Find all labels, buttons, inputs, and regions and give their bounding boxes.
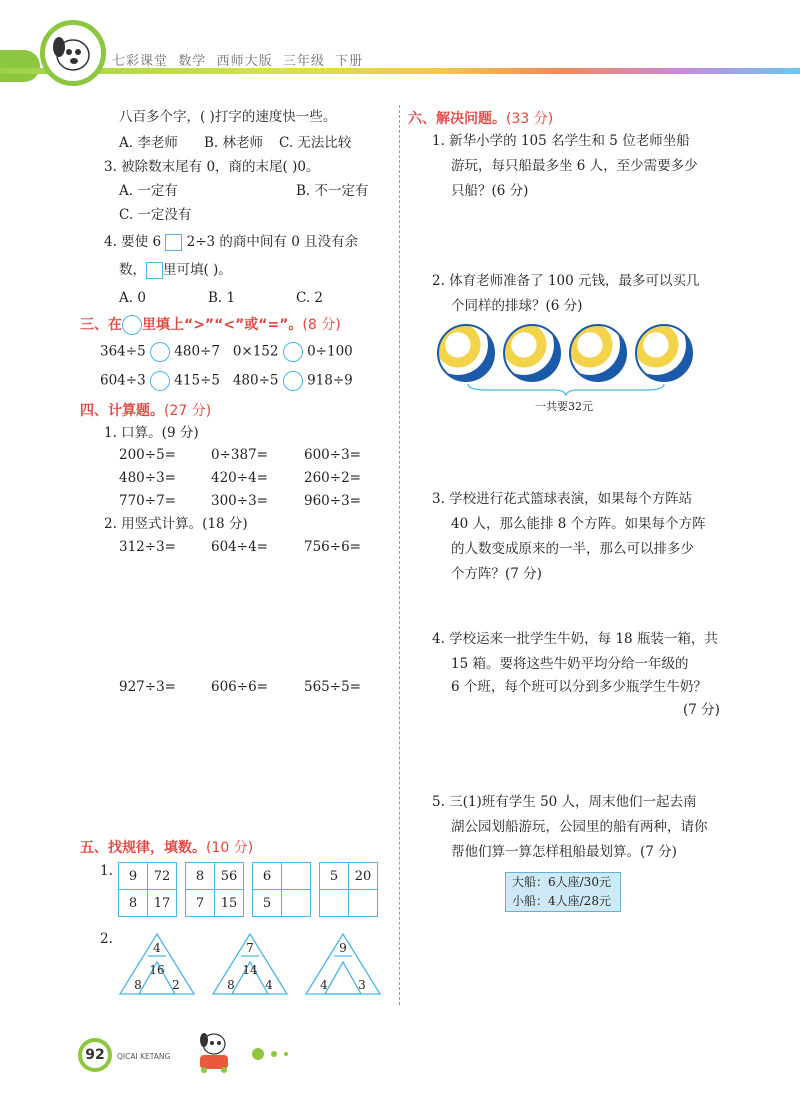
grid-cell: 15	[215, 890, 244, 917]
oral-problem: 300÷3=	[211, 493, 268, 509]
triangle-top: 7	[246, 941, 254, 955]
sec3-row1: 364÷5 480÷7 0×152 0÷100	[100, 342, 353, 362]
triangle-left: 8	[134, 978, 142, 992]
q4-line1: 4. 要使 6 2÷3 的商中间有 0 且没有余	[104, 234, 359, 250]
header-title: 七彩课堂 数学 西师大版 三年级 下册	[112, 54, 364, 69]
p4-points: (7 分)	[683, 702, 720, 718]
p4-line: 15 箱。要将这些牛奶平均分给一年级的	[451, 656, 689, 672]
q3-option-b: B. 不一定有	[296, 183, 369, 199]
compare-circle[interactable]	[150, 342, 170, 362]
decor-dot	[271, 1051, 277, 1057]
compare-circle[interactable]	[283, 342, 303, 362]
sec4-sub2: 2. 用竖式计算。(18 分)	[104, 516, 248, 532]
triangle-top: 4	[153, 941, 161, 955]
sec4-title: 四、计算题。(27 分)	[80, 403, 212, 419]
p5-line: 5. 三(1)班有学生 50 人，周末他们一起去南	[432, 794, 697, 810]
q2-option-b: B. 林老师	[204, 135, 264, 151]
p4-line: 4. 学校运来一批学生牛奶，每 18 瓶装一箱，共	[432, 631, 718, 647]
pattern-grid	[319, 862, 378, 917]
grid-cell: 56	[215, 863, 244, 890]
grid-cell: 17	[148, 890, 177, 917]
pattern-grid	[185, 862, 244, 917]
grid-cell: 7	[186, 890, 215, 917]
decor-dot	[252, 1048, 264, 1060]
vertical-problem: 927÷3=	[119, 679, 176, 695]
sec5-title: 五、找规律，填数。(10 分)	[80, 840, 254, 856]
grid-cell: 5	[253, 890, 282, 917]
triangle-mid: 16	[149, 963, 165, 977]
oral-problem: 260÷2=	[304, 470, 361, 486]
q2-tail-line: 八百多个字，( )打字的速度快一些。	[119, 109, 337, 125]
q3-question: 3. 被除数末尾有 0，商的末尾( )0。	[104, 159, 320, 175]
pattern-grid	[118, 862, 177, 917]
sec3-title-circle	[122, 315, 142, 335]
q4-blank-box[interactable]	[165, 234, 182, 251]
oral-problem: 600÷3=	[304, 447, 361, 463]
p2-line: 2. 体育老师准备了 100 元钱，最多可以买几	[432, 273, 700, 289]
mascot-dog-icon	[40, 20, 106, 86]
p3-line: 个方阵？(7 分)	[451, 566, 542, 582]
p1-line: 1. 新华小学的 105 名学生和 5 位老师坐船	[432, 133, 690, 149]
grid-blank-cell[interactable]	[282, 863, 311, 890]
q4-option-c: C. 2	[296, 290, 324, 306]
triangle-right: 3	[358, 978, 366, 992]
oral-problem: 770÷7=	[119, 493, 176, 509]
triangle-right: 4	[265, 978, 273, 992]
mascot-footer-icon	[192, 1028, 236, 1074]
p3-line: 3. 学校进行花式篮球表演，如果每个方阵站	[432, 491, 693, 507]
grid-cell: 9	[119, 863, 148, 890]
vertical-problem: 604÷4=	[211, 539, 268, 555]
sec3-title: 三、在 里填上“>”“<”或“=”。(8 分)	[80, 317, 341, 333]
q2-option-a: A. 李老师	[119, 135, 178, 151]
triangle-puzzles	[115, 932, 395, 998]
p1-line: 只船？(6 分)	[451, 183, 529, 199]
q4-line2: 数， 里可填( )。	[119, 262, 232, 278]
p5-line: 帮他们算一算怎样租船最划算。(7 分)	[451, 844, 677, 860]
triangle-right: 2	[172, 978, 180, 992]
p3-line: 的人数变成原来的一半，那么可以排多少	[451, 541, 694, 557]
vertical-problem: 312÷3=	[119, 539, 176, 555]
sec5-q1-label: 1.	[100, 863, 113, 879]
triangle-mid: 14	[242, 963, 258, 977]
q4-option-a: A. 0	[119, 290, 146, 306]
compare-circle[interactable]	[150, 371, 170, 391]
q4-option-b: B. 1	[208, 290, 236, 306]
sec6-title: 六、解决问题。(33 分)	[408, 111, 554, 127]
sec3-row2: 604÷3 415÷5 480÷5 918÷9	[100, 371, 353, 391]
column-divider	[399, 105, 400, 1005]
vertical-problem: 756÷6=	[304, 539, 361, 555]
p5-line: 湖公园划船游玩，公园里的船有两种，请你	[451, 819, 708, 835]
grid-cell: 5	[320, 863, 349, 890]
boat-big-price: 大船：6人座/30元	[512, 875, 611, 889]
ball-total-caption: 一共要32元	[535, 400, 593, 413]
grid-cell: 6	[253, 863, 282, 890]
p4-line: 6 个班，每个班可以分到多少瓶学生牛奶？	[451, 679, 707, 695]
triangle-top: 9	[339, 941, 347, 955]
boat-small-price: 小船：4人座/28元	[512, 894, 611, 908]
sec5-q2-label: 2.	[100, 931, 113, 947]
decor-dot	[284, 1052, 288, 1056]
volleyball-icon	[569, 324, 627, 382]
p3-line: 40 人，那么能排 8 个方阵。如果每个方阵	[451, 516, 706, 532]
q3-option-a: A. 一定有	[119, 183, 178, 199]
volleyball-icon	[437, 324, 495, 382]
triangle-left: 4	[320, 978, 328, 992]
oral-problem: 200÷5=	[119, 447, 176, 463]
q3-option-c: C. 一定没有	[119, 207, 192, 223]
grid-cell: 72	[148, 863, 177, 890]
oral-problem: 960÷3=	[304, 493, 361, 509]
sec4-sub1: 1. 口算。(9 分)	[104, 425, 199, 441]
brace-icon	[466, 382, 666, 396]
oral-problem: 480÷3=	[119, 470, 176, 486]
grid-blank-cell[interactable]	[320, 890, 349, 917]
triangle-left: 8	[227, 978, 235, 992]
grid-blank-cell[interactable]	[282, 890, 311, 917]
grid-cell: 20	[349, 863, 378, 890]
page-number: 92	[78, 1038, 112, 1072]
compare-circle[interactable]	[283, 371, 303, 391]
grid-cell: 8	[119, 890, 148, 917]
grid-cell: 8	[186, 863, 215, 890]
oral-problem: 0÷387=	[211, 447, 268, 463]
p2-line: 个同样的排球？(6 分)	[451, 298, 583, 314]
header-green-tab	[0, 50, 40, 82]
footer-brand: QICAI KETANG	[117, 1052, 171, 1061]
grid-blank-cell[interactable]	[349, 890, 378, 917]
pattern-grid	[252, 862, 311, 917]
q4-blank-box-ref	[146, 262, 163, 279]
volleyball-icon	[503, 324, 561, 382]
boat-price-box	[505, 872, 621, 912]
q2-option-c: C. 无法比较	[279, 135, 352, 151]
vertical-problem: 565÷5=	[304, 679, 361, 695]
oral-problem: 420÷4=	[211, 470, 268, 486]
vertical-problem: 606÷6=	[211, 679, 268, 695]
volleyball-icon	[635, 324, 693, 382]
p1-line: 游玩，每只船最多坐 6 人，至少需要多少	[451, 158, 698, 174]
